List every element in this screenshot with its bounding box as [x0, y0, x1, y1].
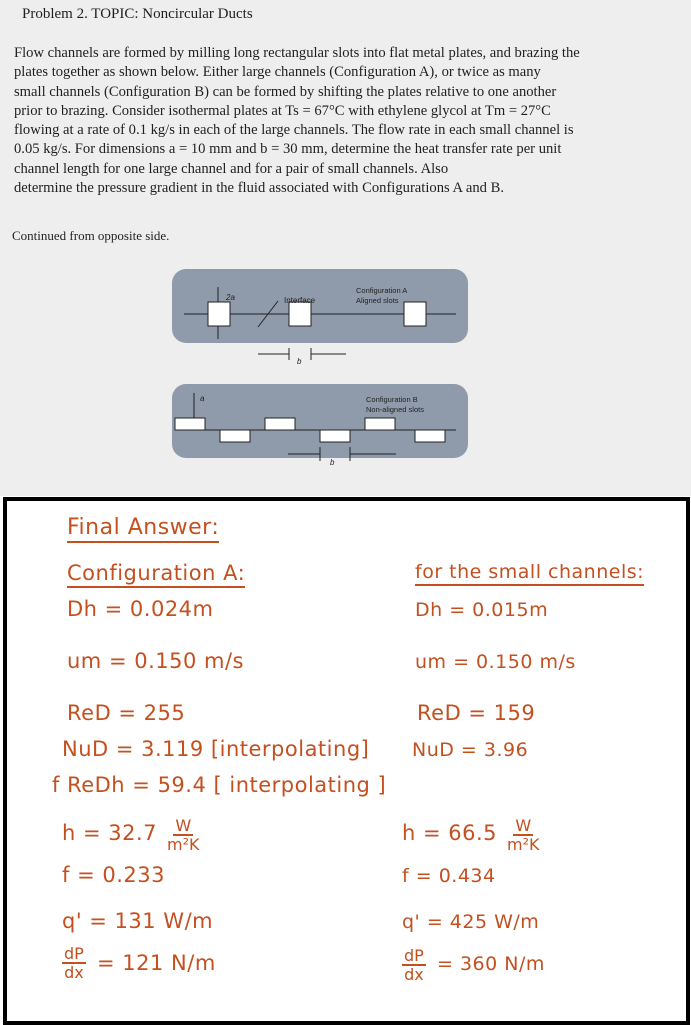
- config-a-htc-unit: [167, 817, 200, 853]
- label-interface: Interface: [284, 296, 316, 305]
- label-a: a: [200, 394, 205, 403]
- config-a-heat-rate: q' = 131 W/m: [62, 909, 214, 933]
- config-a-subtitle: Aligned slots: [356, 296, 399, 305]
- label-2a: 2a: [226, 293, 235, 302]
- config-b-mean-velocity: um = 0.150 m/s: [415, 651, 576, 673]
- problem-line: determine the pressure gradient in the fluid associated with Configurations A and B.: [14, 180, 504, 197]
- config-a-channel: [208, 302, 230, 326]
- problem-line: plates together as shown below. Either large channels (Configuration A), or twice as many: [14, 64, 541, 81]
- config-b-pressure-gradient-symbol: [402, 947, 426, 983]
- htc-unit-numerator: W: [175, 816, 192, 835]
- problem-line: small channels (Configuration B) can be formed by shifting the plates relative to one another: [14, 83, 557, 100]
- dx-denominator: dx: [404, 965, 424, 984]
- config-a-pressure-gradient: = 121 N/m: [97, 951, 216, 975]
- config-a-nusselt: NuD = 3.119 [interpolating]: [62, 737, 370, 761]
- config-a-friction-reynolds: f ReDh = 59.4 [ interpolating ]: [52, 773, 387, 797]
- htc-unit-numerator: W: [515, 816, 532, 835]
- config-b-channel: [365, 418, 395, 430]
- problem-body: [14, 44, 664, 198]
- config-b-channel: [415, 430, 445, 442]
- config-b-title: Configuration B: [366, 395, 418, 404]
- problem-line: 0.05 kg/s. For dimensions a = 10 mm and b = 30 mm, determine the heat transfer rate per unit: [14, 141, 562, 158]
- label-b-top: b: [297, 357, 302, 366]
- config-b-reynolds: ReD = 159: [417, 701, 536, 725]
- configuration-diagram: [170, 267, 470, 475]
- continued-note: Continued from opposite side.: [12, 228, 170, 243]
- config-a-title: Configuration A: [356, 286, 408, 295]
- dp-numerator: dP: [64, 944, 84, 963]
- htc-unit-denominator: m²K: [507, 835, 540, 854]
- final-answer-box: [3, 497, 690, 1025]
- dx-denominator: dx: [64, 963, 84, 982]
- config-a-htc-value: h = 32.7: [62, 821, 158, 845]
- config-b-plate: [172, 384, 468, 458]
- config-b-channel: [220, 430, 250, 442]
- config-a-mean-velocity: um = 0.150 m/s: [67, 649, 244, 673]
- answer-heading: Final Answer:: [67, 515, 219, 543]
- config-b-channel: [265, 418, 295, 430]
- config-b-channel: [320, 430, 350, 442]
- config-b-hydraulic-diameter: Dh = 0.015m: [415, 599, 549, 621]
- problem-title: Problem 2. TOPIC: Noncircular Ducts: [22, 6, 253, 22]
- htc-unit-denominator: m²K: [167, 835, 200, 854]
- channel-configuration-figure: [170, 267, 470, 475]
- config-b-heading: for the small channels:: [415, 561, 644, 586]
- config-b-subtitle: Non-aligned slots: [366, 405, 424, 414]
- config-b-channel: [175, 418, 205, 430]
- config-a-friction-factor: f = 0.233: [62, 863, 165, 887]
- problem-statement: [0, 0, 691, 496]
- dp-numerator: dP: [404, 946, 424, 965]
- config-b-nusselt: NuD = 3.96: [412, 739, 529, 761]
- config-a-pressure-gradient-symbol: [62, 945, 86, 981]
- config-a-heading: Configuration A:: [67, 561, 245, 588]
- config-b-htc-unit: [507, 817, 540, 853]
- config-b-pressure-gradient: = 360 N/m: [437, 953, 545, 975]
- problem-line: channel length for one large channel and for a pair of small channels. Also: [14, 160, 449, 177]
- problem-line: flowing at a rate of 0.1 kg/s in each of the large channels. The flow rate in each small channel is: [14, 122, 574, 139]
- problem-line: prior to brazing. Consider isothermal plates at Ts = 67°C with ethylene glycol at Tm = 27°C: [14, 102, 551, 119]
- label-b-bottom: b: [330, 458, 335, 467]
- config-a-hydraulic-diameter: Dh = 0.024m: [67, 597, 214, 621]
- config-a-channel: [289, 302, 311, 326]
- config-a-reynolds: ReD = 255: [67, 701, 186, 725]
- config-b-heat-rate: q' = 425 W/m: [402, 911, 540, 933]
- config-b-htc-value: h = 66.5: [402, 821, 498, 845]
- config-a-channel: [404, 302, 426, 326]
- problem-line: Flow channels are formed by milling long rectangular slots into flat metal plates, and brazing the: [14, 45, 580, 61]
- config-b-friction-factor: f = 0.434: [402, 865, 496, 887]
